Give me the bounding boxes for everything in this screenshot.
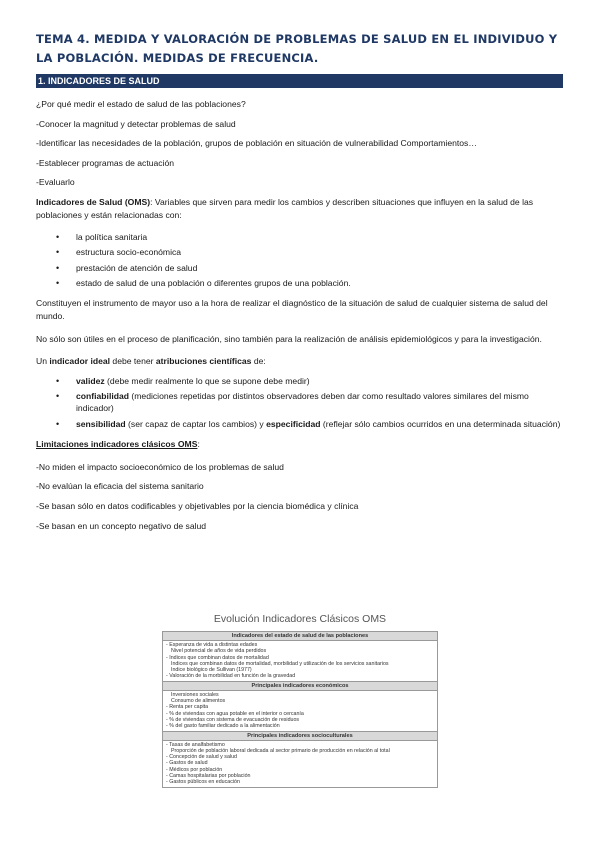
figure xyxy=(162,612,438,788)
list-item xyxy=(36,390,563,415)
bullet-icon: • xyxy=(56,390,60,401)
table-group-header: Principales indicadores socioculturales xyxy=(163,731,437,741)
attributes-list xyxy=(36,375,563,431)
table-row: Índice biológico de Sullivan (1977) xyxy=(171,667,252,674)
table-group-header: Indicadores del estado de salud de las poblaciones xyxy=(163,632,437,641)
limitation-item: -No evalúan la eficacia del sistema sanitario xyxy=(36,481,204,492)
attribute-text: (debe medir realmente lo que se supone debe medir) xyxy=(104,375,310,386)
table-row: Consumo de alimentos xyxy=(171,698,226,705)
attribute-term: validez xyxy=(76,375,105,386)
list-item xyxy=(36,262,563,275)
table-group xyxy=(163,641,437,681)
table-group-header: Principales indicadores económicos xyxy=(163,681,437,691)
list-item xyxy=(36,418,563,431)
ideal-term: indicador ideal xyxy=(49,356,111,367)
ideal-pre: Un xyxy=(36,356,50,367)
list-item xyxy=(36,375,563,388)
limitations-heading xyxy=(36,438,563,451)
paragraph-instrumento: Constituyen el instrumento de mayor uso a la hora de realizar el diagnóstico de la situación de salud de cualquier sistema de salud del mundo. xyxy=(36,298,548,321)
ideal-mid: debe tener xyxy=(110,356,156,367)
table-row: - Camas hospitalarias por población xyxy=(166,773,251,780)
paragraph-evaluarlo: -Evaluarlo xyxy=(36,177,75,188)
table-row: - % de viviendas con agua potable en el interior o cercanía xyxy=(166,710,304,717)
attribute-term: confiabilidad xyxy=(76,390,129,401)
attribute-text: (ser capaz de captar los cambios) y xyxy=(125,418,267,429)
attribute-term: especificidad xyxy=(266,418,321,429)
list-item xyxy=(36,246,563,259)
table-row: - Concepción de salud y salud xyxy=(166,754,237,761)
paragraph-definition xyxy=(36,196,563,221)
bullet-icon: • xyxy=(56,247,60,258)
bullet-icon: • xyxy=(56,277,60,288)
definition-term: Indicadores de Salud (OMS) xyxy=(36,196,151,207)
figure-title: Evolución Indicadores Clásicos OMS xyxy=(213,613,387,625)
attribute-text: (reflejar sólo cambios ocurridos en una determinada situación) xyxy=(320,418,561,429)
limitations-colon: : xyxy=(197,439,200,450)
paragraph-indicador-ideal xyxy=(36,355,563,368)
ideal-term2: atribuciones científicas xyxy=(155,356,252,367)
limitation-item: -Se basan en un concepto negativo de salud xyxy=(36,520,207,531)
table-group xyxy=(163,741,437,787)
table-group xyxy=(163,691,437,731)
definition-text: : Variables que sirven para medir los cambios y describen situaciones que influyen en la salud de las poblaciones y están relacionadas con: xyxy=(36,196,534,220)
list-item xyxy=(36,277,563,290)
attribute-text: (mediciones repetidas por distintos observadores deben dar como resultado valores similares del mismo indicador) xyxy=(76,390,529,414)
paragraph-magnitud: -Conocer la magnitud y detectar problemas de salud xyxy=(36,118,236,129)
table-row: - Índices que combinan datos de mortalidad xyxy=(166,654,269,661)
table-row: - Valoración de la morbilidad en función de la gravedad xyxy=(166,673,296,680)
ideal-post: de: xyxy=(251,356,266,367)
table-row: - Médicos por población xyxy=(166,766,223,773)
table-row: - % del gasto familiar dedicado a la alimentación xyxy=(166,723,280,730)
list-item-text: estructura socio-económica xyxy=(76,247,182,258)
document-page xyxy=(36,30,563,539)
table-row: - Gastos públicos en educación xyxy=(166,779,240,786)
indicators-table xyxy=(162,631,438,788)
table-row: Nivel potencial de años de vida perdidos xyxy=(171,648,267,655)
limitations-title: Limitaciones indicadores clásicos OMS xyxy=(36,439,198,450)
paragraph-programas: -Establecer programas de actuación xyxy=(36,157,175,168)
bullet-icon: • xyxy=(56,262,60,273)
bullet-icon: • xyxy=(56,418,60,429)
bullet-icon: • xyxy=(56,375,60,386)
table-row: Inversiones sociales xyxy=(171,691,219,698)
table-row: - % de viviendas con sistema de evacuación de residuos xyxy=(166,716,300,723)
table-row: - Gastos de salud xyxy=(166,760,208,767)
table-row: - Renta per capita xyxy=(166,704,209,711)
limitation-item: -No miden el impacto socioeconómico de los problemas de salud xyxy=(36,461,284,472)
list-item xyxy=(36,231,563,244)
table-row: - Esperanza de vida a distintas edades xyxy=(166,642,258,648)
paragraph-no-solo: No sólo son útiles en el proceso de planificación, sino también para la realización de análisis epidemiológicos y para la investigación. xyxy=(36,333,542,344)
limitation-item: -Se basan sólo en datos codificables y objetivables por la ciencia biomédica y clínica xyxy=(36,501,359,512)
limitations-list xyxy=(36,461,563,532)
paragraph-question: ¿Por qué medir el estado de salud de las poblaciones? xyxy=(36,99,246,109)
related-list xyxy=(36,231,563,289)
document-title: TEMA 4. MEDIDA Y VALORACIÓN DE PROBLEMAS DE SALUD EN EL INDIVIDUO Y LA POBLACIÓN. MEDIDAS DE FRECUENCIA. xyxy=(36,32,558,65)
attribute-term: sensibilidad xyxy=(76,418,126,429)
table-row: Proporción de población laboral dedicada al sector primario de producción en relación al total xyxy=(171,747,390,754)
paragraph-necesidades: -Identificar las necesidades de la población, grupos de población en situación de vulnerabilidad Comportamientos… xyxy=(36,138,477,149)
bullet-icon: • xyxy=(56,232,60,243)
list-item-text: la política sanitaria xyxy=(76,232,148,243)
table-row: - Tasas de analfabetismo xyxy=(166,741,225,748)
section-heading: 1. INDICADORES DE SALUD xyxy=(36,74,563,88)
table-row: Índices que combinan datos de mortalidad, morbilidad y utilización de los servicios sanitarios xyxy=(171,660,389,667)
list-item-text: estado de salud de una población o diferentes grupos de una población. xyxy=(76,277,351,288)
list-item-text: prestación de atención de salud xyxy=(76,262,198,273)
